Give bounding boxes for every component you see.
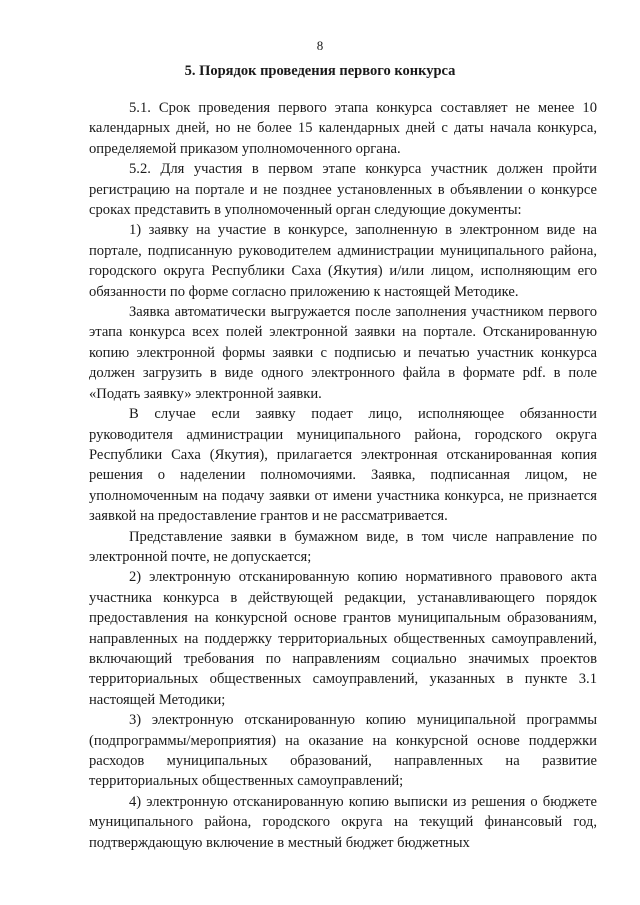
paragraph-application-upload: Заявка автоматически выгружается после заполнения участником первого этапа конкурса всех полей электронной заявки на портале. Отсканированную копию электронной формы заявки с подписью и печатью участник конкурса должен загрузить в виде одного электронного файла в формате pdf. в поле «Подать заявку» электронной заявки.	[89, 304, 597, 402]
paragraph-5-2: 5.2. Для участия в первом этапе конкурса участник должен пройти регистрацию на портале и не позднее установленных в объявлении о конкурсе сроках представить в уполномоченный орган следующие документы:	[89, 161, 597, 219]
paragraph-item-3: 3) электронную отсканированную копию муниципальной программы (подпрограммы/мероприятия) на оказание на конкурсной основе поддержки расходов муниципальных образований, направленных на развитие территориальных общественных самоуправлений;	[89, 712, 597, 790]
paragraph-item-4: 4) электронную отсканированную копию выписки из решения о бюджете муниципального района, городского округа на текущий финансовый год, подтверждающую включение в местный бюджет бюджетных	[89, 793, 597, 851]
paragraph-item-1: 1) заявку на участие в конкурсе, заполненную в электронном виде на портале, подписанную руководителем администрации муниципального района, городского округа Республики Саха (Якутия) и/или лицом, исполняющим его обязанности по форме согласно приложению к настоящей Методике.	[89, 222, 597, 300]
document-body	[89, 98, 597, 853]
paragraph-item-2: 2) электронную отсканированную копию нормативного правового акта участника конкурса в действующей редакции, устанавливающего порядок предоставления на конкурсной основе грантов муниципальным образованиям, направленных на поддержку территориальных общественных самоуправлений, включающий требования по направлениям социально значимых проектов территориальных общественных самоуправлений, указанных в пункте 3.1 настоящей Методики;	[89, 569, 597, 708]
paragraph-acting-head: В случае если заявку подает лицо, исполняющее обязанности руководителя администрации муниципального района, городского округа Республики Саха (Якутия), прилагается электронная отсканированная копия решения о наделении полномочиями. Заявка, подписанная лицом, не уполномоченным на подачу заявки от имени участника конкурса, не признается заявкой на предоставление грантов и не рассматривается.	[89, 406, 597, 525]
paragraph-5-1: 5.1. Срок проведения первого этапа конкурса составляет не менее 10 календарных дней, но не более 15 календарных дней с даты начала конкурса, определяемой приказом уполномоченного органа.	[89, 100, 597, 157]
paragraph-paper-not-allowed: Представление заявки в бумажном виде, в том числе направление по электронной почте, не допускается;	[89, 528, 597, 565]
page-number: 8	[316, 38, 324, 53]
section-title: 5. Порядок проведения первого конкурса	[184, 63, 456, 79]
